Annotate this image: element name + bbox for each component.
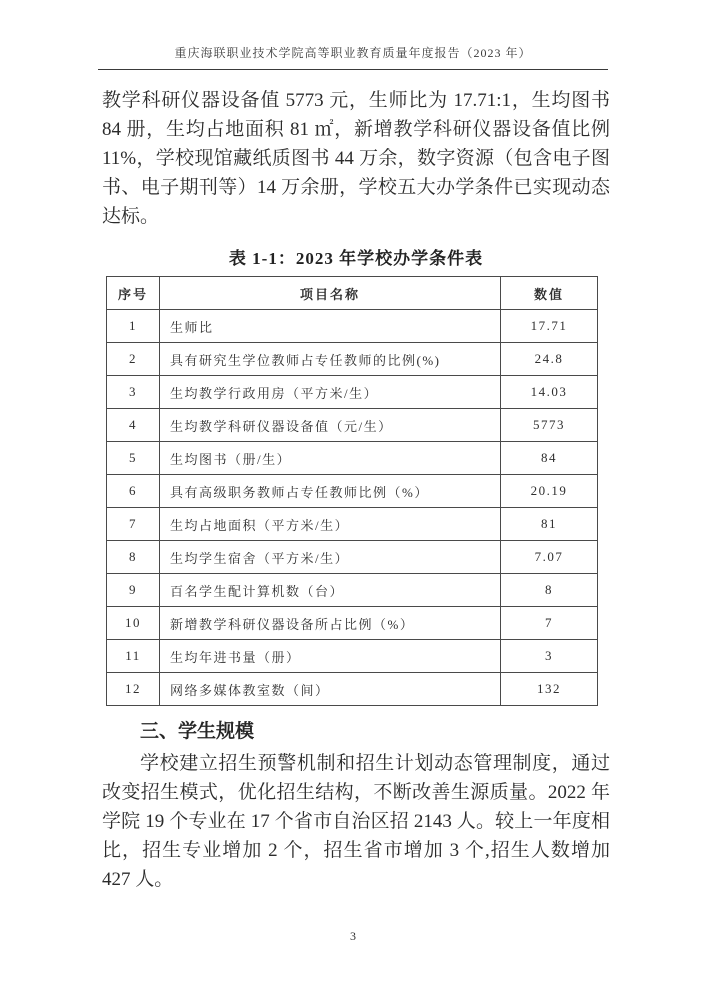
item-value: 81 bbox=[501, 508, 598, 541]
page-content bbox=[102, 86, 610, 894]
row-index: 6 bbox=[107, 475, 160, 508]
section-heading: 三、学生规模 bbox=[140, 721, 255, 742]
item-value: 24.8 bbox=[501, 343, 598, 376]
conditions-table-body bbox=[107, 310, 598, 706]
item-name: 具有高级职务教师占专任教师比例（%） bbox=[160, 475, 501, 508]
row-index: 10 bbox=[107, 607, 160, 640]
paragraph-student-scale: 学校建立招生预警机制和招生计划动态管理制度，通过改变招生模式，优化招生结构，不断改善生源质量。2022 年学院 19 个专业在 17 个省市自治区招 2143 人。较上一年度相比，招生专业增加 2 个，招生省市增加 3 个,招生人数增加 427 人。 bbox=[102, 753, 610, 890]
page-header bbox=[98, 44, 608, 70]
column-header-index: 序号 bbox=[107, 277, 160, 310]
column-header-value: 数值 bbox=[501, 277, 598, 310]
item-value: 8 bbox=[501, 574, 598, 607]
header-title: 重庆海联职业技术学院高等职业教育质量年度报告（2023 年） bbox=[174, 46, 532, 60]
item-value: 132 bbox=[501, 673, 598, 706]
item-name: 生均图书（册/生） bbox=[160, 442, 501, 475]
item-name: 百名学生配计算机数（台） bbox=[160, 574, 501, 607]
column-header-item-name: 项目名称 bbox=[160, 277, 501, 310]
item-value: 20.19 bbox=[501, 475, 598, 508]
item-name: 新增教学科研仪器设备所占比例（%） bbox=[160, 607, 501, 640]
table-row bbox=[107, 640, 598, 673]
row-index: 8 bbox=[107, 541, 160, 574]
table-row bbox=[107, 541, 598, 574]
item-name: 具有研究生学位教师占专任教师的比例(%) bbox=[160, 343, 501, 376]
table-row bbox=[107, 442, 598, 475]
row-index: 2 bbox=[107, 343, 160, 376]
item-value: 7.07 bbox=[501, 541, 598, 574]
item-name: 生均教学行政用房（平方米/生） bbox=[160, 376, 501, 409]
table-row bbox=[107, 574, 598, 607]
row-index: 1 bbox=[107, 310, 160, 343]
row-index: 11 bbox=[107, 640, 160, 673]
item-name: 生师比 bbox=[160, 310, 501, 343]
table-row bbox=[107, 508, 598, 541]
row-index: 3 bbox=[107, 376, 160, 409]
table-row bbox=[107, 673, 598, 706]
item-value: 5773 bbox=[501, 409, 598, 442]
table-row bbox=[107, 376, 598, 409]
table-row bbox=[107, 607, 598, 640]
paragraph-facilities: 教学科研仪器设备值 5773 元，生师比为 17.71:1，生均图书 84 册，生均占地面积 81 ㎡，新增教学科研仪器设备值比例 11%，学校现馆藏纸质图书 44 万余，数字资源（包含电子图书、电子期刊等）14 万余册，学校五大办学条件已实现动态达标。 bbox=[102, 90, 610, 227]
item-value: 17.71 bbox=[501, 310, 598, 343]
page-number: 3 bbox=[350, 929, 356, 943]
item-value: 7 bbox=[501, 607, 598, 640]
row-index: 5 bbox=[107, 442, 160, 475]
item-name: 网络多媒体教室数（间） bbox=[160, 673, 501, 706]
conditions-table bbox=[106, 276, 598, 706]
table-row bbox=[107, 475, 598, 508]
item-value: 14.03 bbox=[501, 376, 598, 409]
item-value: 84 bbox=[501, 442, 598, 475]
item-name: 生均占地面积（平方米/生） bbox=[160, 508, 501, 541]
table-row bbox=[107, 343, 598, 376]
item-name: 生均学生宿舍（平方米/生） bbox=[160, 541, 501, 574]
row-index: 12 bbox=[107, 673, 160, 706]
item-value: 3 bbox=[501, 640, 598, 673]
row-index: 4 bbox=[107, 409, 160, 442]
table-header-row bbox=[107, 277, 598, 310]
table-row bbox=[107, 310, 598, 343]
row-index: 7 bbox=[107, 508, 160, 541]
row-index: 9 bbox=[107, 574, 160, 607]
table-row bbox=[107, 409, 598, 442]
table-title: 表 1-1：2023 年学校办学条件表 bbox=[228, 249, 484, 268]
item-name: 生均教学科研仪器设备值（元/生） bbox=[160, 409, 501, 442]
item-name: 生均年进书量（册） bbox=[160, 640, 501, 673]
